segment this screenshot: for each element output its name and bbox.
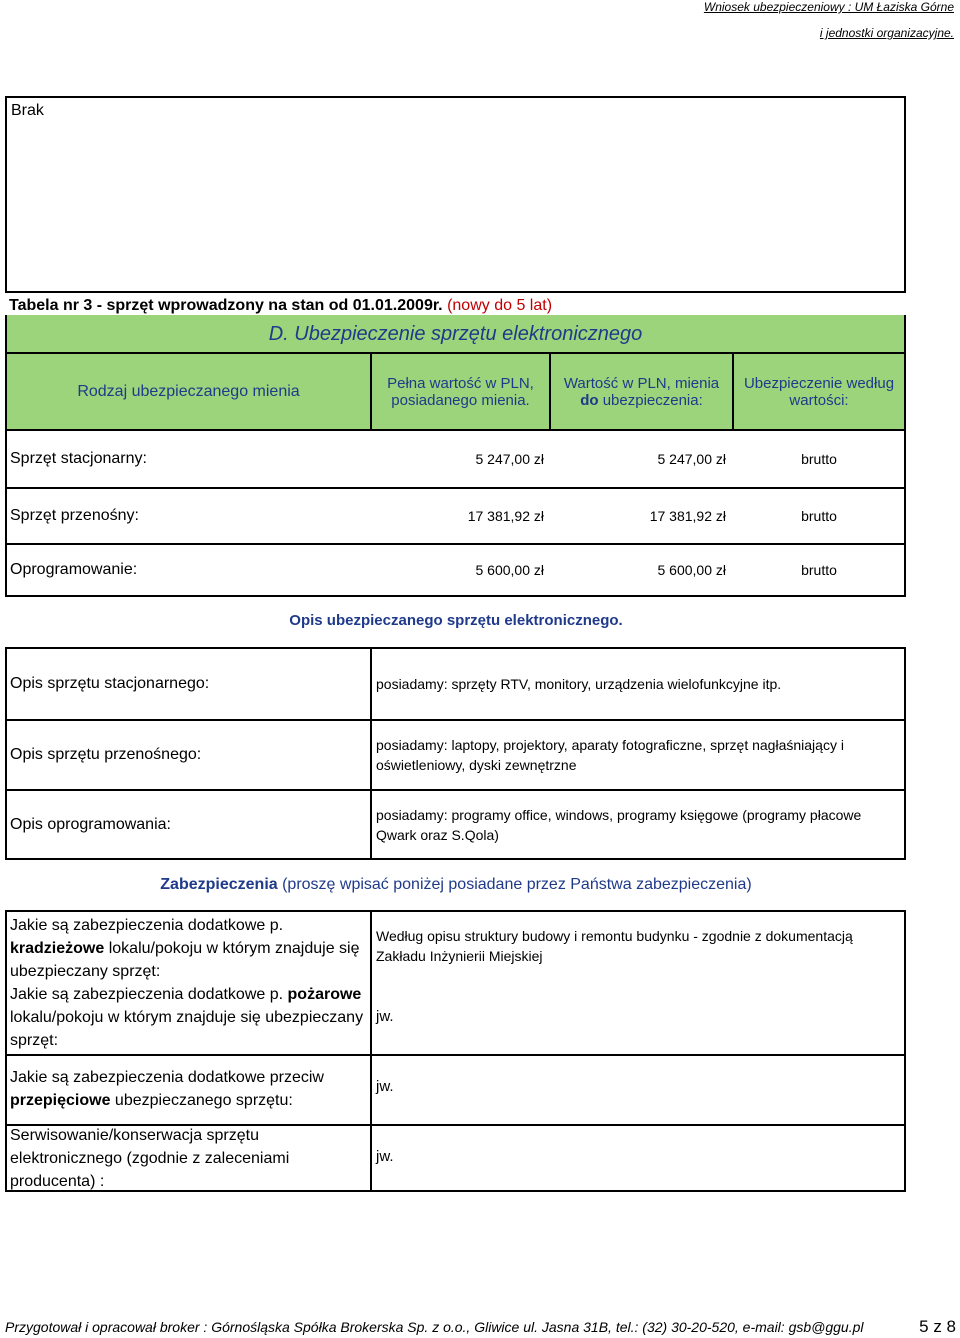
desc-label-stationary: Opis sprzętu stacjonarnego: [10,675,210,692]
section-title: D. Ubezpieczenie sprzętu elektronicznego [268,322,643,345]
security-value-surge: jw. [376,1078,394,1095]
security-title: Zabezpieczenia (proszę wpisać poniżej posiadane przez Państwa zabezpieczenia) [160,876,752,893]
row-label-stationary: Sprzęt stacjonarny: [10,450,147,467]
desc-value-portable: posiadamy: laptopy, projektory, aparaty fotograficzne, sprzęt nagłaśniający i oświetleniowy, dyski zewnętrzne [376,737,844,773]
security-label-fire: Jakie są zabezpieczenia dodatkowe p. pożarowe lokalu/pokoju w którym znajduje się ubezpieczany sprzęt: [10,986,364,1049]
row-insured-software: 5 600,00 zł [657,562,726,578]
col-header-basis: Ubezpieczenie według wartości: [743,374,895,409]
col-header-full-value: Pełna wartość w PLN, posiadanego mienia. [387,374,534,409]
row-label-portable: Sprzęt przenośny: [10,507,139,524]
col-header-type: Rodzaj ubezpieczanego mienia [77,382,300,400]
col-header-insured-value: Wartość w PLN, mienia do ubezpieczenia: [563,374,720,409]
security-value-theft: Według opisu struktury budowy i remontu budynku - zgodnie z dokumentacją Zakładu Inżynierii Miejskiej [376,928,853,964]
security-label-service: Serwisowanie/konserwacja sprzętu elektronicznego (zgodnie z zaleceniami producenta) : [10,1127,290,1190]
row-basis-portable: brutto [801,508,837,524]
desc-value-software: posiadamy: programy office, windows, programy księgowe (programy płacowe Qwark oraz S.Qola) [376,806,862,843]
description-table [5,647,906,860]
insurance-table [5,352,906,597]
header-title: Wniosek ubezpieczeniowy : UM Łaziska Górne [703,0,954,14]
security-value-fire: jw. [376,1008,394,1025]
brak-box [5,96,906,293]
security-value-service: jw. [376,1148,394,1165]
row-insured-portable: 17 381,92 zł [649,508,726,524]
footer-text: Przygotował i opracował broker : Górnośląska Spółka Brokerska Sp. z o.o., Gliwice ul. Jasna 31B, tel.: (32) 30-20-520, e-mail: gsb@ggu.pl [5,1319,864,1335]
security-table [5,910,906,1192]
row-label-software: Oprogramowanie: [10,561,138,578]
row-insured-stationary: 5 247,00 zł [657,451,726,467]
row-basis-software: brutto [801,562,837,578]
table3-title-prefix: Tabela nr 3 - sprzęt wprowadzony na stan od 01.01.2009r. [9,297,443,314]
desc-value-stationary: posiadamy: sprzęty RTV, monitory, urządzenia wielofunkcyjne itp. [376,676,782,692]
description-title: Opis ubezpieczanego sprzętu elektronicznego. [289,612,623,629]
table3-title [9,297,552,315]
section-title-bar [5,315,906,353]
row-full-stationary: 5 247,00 zł [475,451,544,467]
desc-label-software: Opis oprogramowania: [10,815,171,833]
desc-label-portable: Opis sprzętu przenośnego: [10,746,202,763]
security-label-surge: Jakie są zabezpieczenia dodatkowe przeciw przepięciowe ubezpieczanego sprzętu: [10,1069,324,1109]
row-full-portable: 17 381,92 zł [467,508,544,524]
page-number: 5 z 8 [919,1317,956,1336]
header-subtitle: i jednostki organizacyjne. [819,26,954,40]
security-label-theft: Jakie są zabezpieczenia dodatkowe p. kradzieżowe lokalu/pokoju w którym znajduje się ubezpieczany sprzęt: [10,917,360,980]
brak-text: Brak [11,102,44,119]
table3-title-suffix: (nowy do 5 lat) [447,297,553,314]
row-basis-stationary: brutto [801,451,837,467]
row-full-software: 5 600,00 zł [475,562,544,578]
